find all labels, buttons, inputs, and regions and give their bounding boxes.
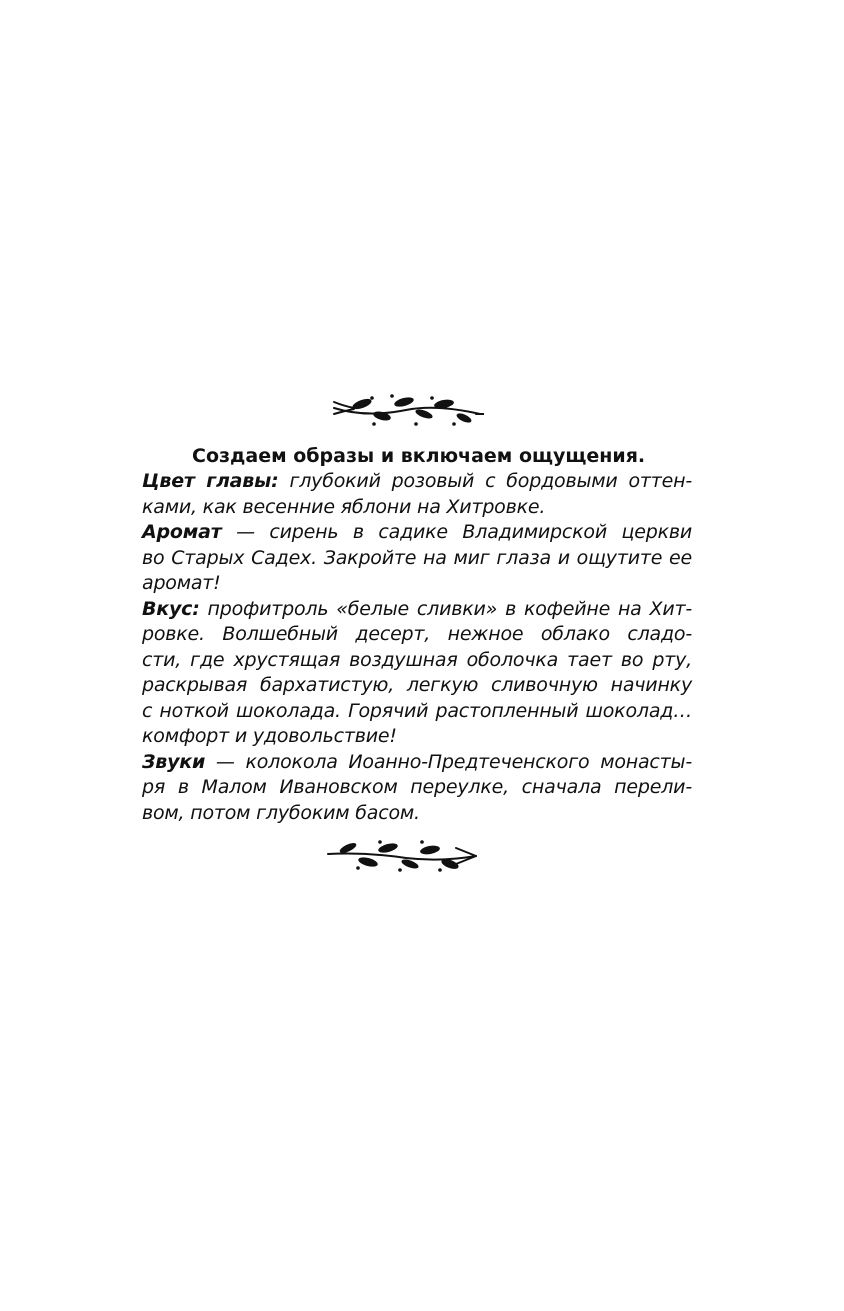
paragraph-taste [142,597,692,750]
term-aroma: Аромат [142,521,222,543]
paragraph-color [142,469,692,520]
term-sounds: Звуки [142,750,206,773]
paragraph-line: комфорт и удовольствие! [142,725,397,747]
paragraph-line: во Старых Садех. Закройте на миг глаза и ощутите ее [142,546,692,569]
section-heading: Создаем образы и включаем ощущения. [192,445,646,467]
paragraph-line: раскрывая бархатистую, легкую сливочную начинку [142,674,692,696]
paragraph-line: ровке. Волшебный десерт, нежное облако сладо- [142,623,692,645]
paragraph-line: аромат! [142,572,221,594]
paragraph-line: профитроль «белые сливки» в кофейне на Хит- [207,597,692,620]
vine-ornament-top-icon [326,392,484,432]
paragraph-line: глубокий розовый с бордовыми оттен- [289,470,692,492]
paragraph-line: — колокола Иоанно-Предтеченского монасты- [215,750,692,773]
paragraph-line: ками, как весенние яблони на Хитровке. [142,495,546,518]
paragraph-sounds [142,750,692,827]
term-taste: Вкус: [142,597,200,620]
paragraph-line: с ноткой шоколада. Горячий растопленный шоколад… [142,699,692,722]
term-color: Цвет главы: [142,470,279,492]
vine-ornament-bottom-icon [326,838,484,878]
paragraph-line: — сирень в садике Владимирской церкви [236,521,692,543]
text-block [142,443,692,826]
paragraph-aroma [142,520,692,597]
paragraph-line: вом, потом глубоким басом. [142,801,420,824]
paragraph-line: ря в Малом Ивановском переулке, сначала перели- [142,776,692,798]
paragraph-line: сти, где хрустящая воздушная оболочка тает во рту, [142,648,692,671]
